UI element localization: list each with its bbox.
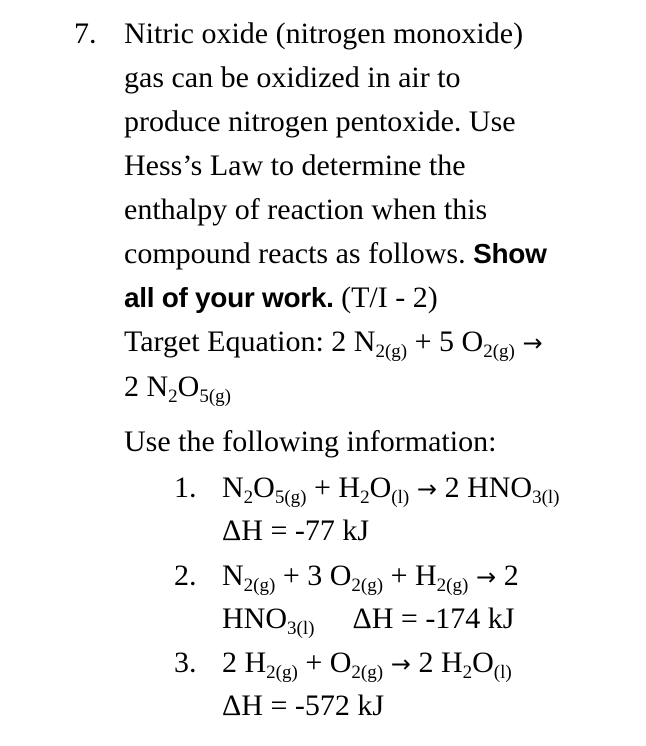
item-1-a-sub: 2	[243, 487, 254, 508]
target-equation	[124, 320, 624, 365]
question-line-7-text: (T/I - 2)	[333, 281, 438, 314]
item-1-number: 1.	[174, 471, 197, 504]
question-line-3: produce nitrogen pentoxide. Use	[124, 105, 516, 138]
item-3-e-sub: 2	[462, 662, 473, 683]
reaction-arrow: →	[383, 650, 419, 678]
target-product-o: O	[177, 370, 200, 403]
item-1-e: 2 HNO	[444, 471, 533, 504]
target-sub-3: 2	[168, 386, 178, 407]
item-2-a: N	[222, 559, 244, 592]
item-3-equation	[222, 641, 512, 686]
item-2-f-sub: 3(l)	[287, 618, 315, 639]
question-number: 7.	[74, 17, 97, 50]
item-3-a-sub: 2(g)	[266, 662, 298, 683]
item-3-f: O	[472, 646, 494, 679]
question-line-7	[124, 276, 624, 320]
question-line-5: enthalpy of reaction when this	[124, 193, 488, 226]
info-heading: Use the following information:	[124, 425, 497, 458]
reaction-arrow: →	[409, 475, 445, 503]
question-line-2: gas can be oxidized in air to	[124, 61, 461, 94]
target-term-1: 2 N	[331, 325, 376, 358]
item-3-b: + O	[297, 646, 352, 679]
item-1-a: N	[222, 471, 244, 504]
item-3-enthalpy: ΔH = -572 kJ	[222, 689, 385, 722]
item-3-b-sub: 2(g)	[351, 662, 384, 683]
item-2-product-line	[222, 597, 514, 641]
target-sub-2: 2(g)	[483, 341, 515, 362]
item-3-e: 2 H	[418, 646, 463, 679]
item-1-e-sub: 3(l)	[532, 487, 560, 508]
all-work-emphasis: all of your work.	[124, 282, 334, 313]
item-2-b-sub: 2(g)	[351, 575, 384, 596]
target-term-2: + 5 O	[407, 325, 484, 358]
target-label: Target Equation:	[124, 325, 332, 358]
item-1-b-sub: 5(g)	[274, 487, 307, 508]
item-1-c-sub: 2	[360, 487, 370, 508]
question-line-4: Hess’s Law to determine the	[124, 149, 466, 182]
item-2-f: HNO	[222, 602, 287, 635]
item-2-a-sub: 2(g)	[243, 575, 276, 596]
item-2-c-sub: 2(g)	[436, 575, 469, 596]
item-2-c: + H	[383, 559, 437, 592]
item-1-d: O	[369, 471, 392, 504]
target-sub-1: 2(g)	[375, 341, 408, 362]
item-2-e: 2	[503, 559, 519, 592]
question-line-6-text: compound reacts as follows.	[124, 237, 474, 270]
reaction-arrow: →	[468, 563, 504, 591]
item-2-enthalpy: ΔH = -174 kJ	[352, 602, 515, 635]
item-1-enthalpy: ΔH = -77 kJ	[222, 514, 370, 547]
item-1-b: O	[253, 471, 275, 504]
item-2-b: + 3 O	[275, 559, 352, 592]
target-product: 2 N	[124, 370, 169, 403]
item-3-a: 2 H	[222, 646, 267, 679]
question-line-1: Nitric oxide (nitrogen monoxide)	[124, 17, 524, 50]
show-emphasis: Show	[473, 238, 547, 269]
question-line-6	[124, 232, 624, 276]
reaction-arrow: →	[514, 329, 543, 357]
question-body	[124, 12, 624, 409]
item-3-number: 3.	[174, 646, 197, 679]
item-1-equation	[222, 466, 560, 511]
item-2-equation	[222, 554, 519, 599]
item-2-number: 2.	[174, 559, 197, 592]
item-3-f-sub: (l)	[493, 662, 512, 683]
target-sub-4: 5(g)	[199, 386, 231, 407]
item-1-d-sub: (l)	[391, 487, 410, 508]
item-1-c: + H	[306, 471, 361, 504]
target-equation-product	[124, 365, 624, 409]
